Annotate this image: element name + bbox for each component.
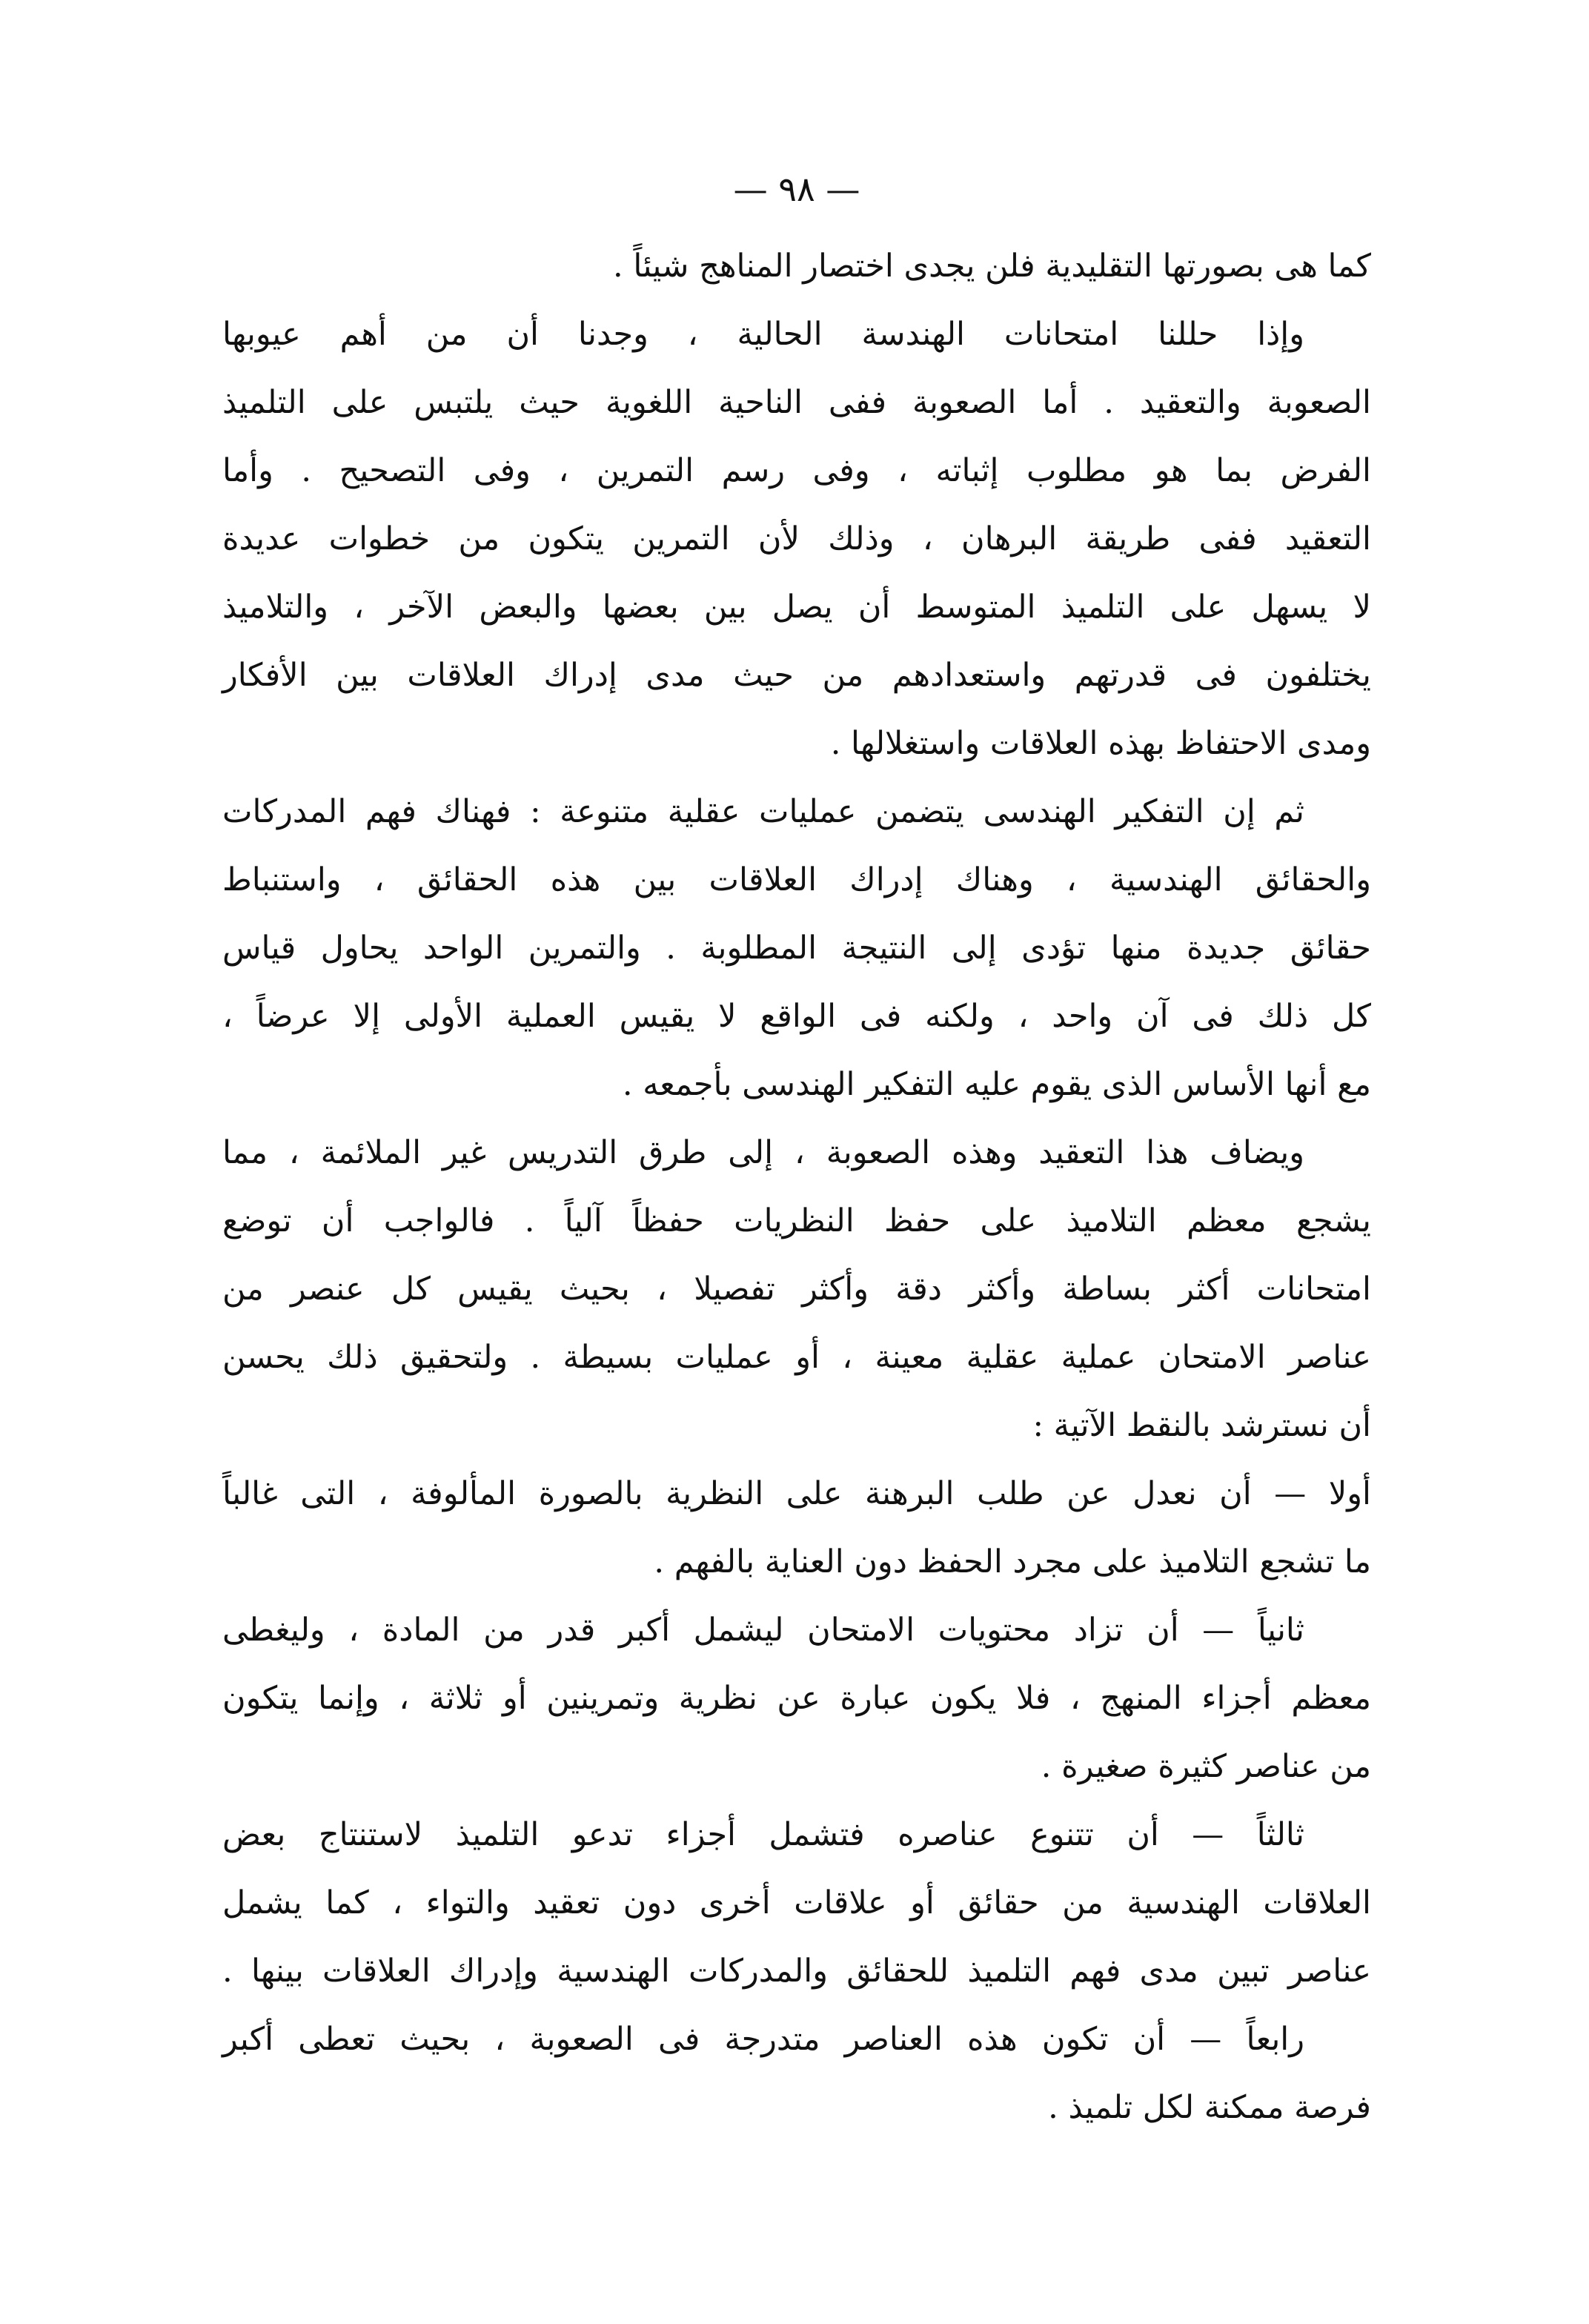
text-line: الصعوبة والتعقيد . أما الصعوبة ففى الناحية اللغوية حيث يلتبس على التلميذ xyxy=(222,384,1371,421)
text-line: أن نسترشد بالنقط الآتية : xyxy=(1032,1407,1371,1444)
text-line: ثانياً — أن تزاد محتويات الامتحان ليشمل أكبر قدر من المادة ، وليغطى xyxy=(222,1612,1304,1649)
text-line: معظم أجزاء المنهج ، فلا يكون عبارة عن نظرية وتمرينين أو ثلاثة ، وإنما يتكون xyxy=(222,1680,1371,1717)
text-line: يشجع معظم التلاميذ على حفظ النظريات حفظاً آلياً . فالواجب أن توضع xyxy=(222,1202,1371,1239)
text-line: مع أنها الأساس الذى يقوم عليه التفكير الهندسى بأجمعه . xyxy=(622,1066,1371,1103)
text-line: كل ذلك فى آن واحد ، ولكنه فى الواقع لا يقيس العملية الأولى إلا عرضاً ، xyxy=(222,998,1371,1035)
page-number: — ٩٨ — xyxy=(733,169,860,209)
text-line: ثم إن التفكير الهندسى يتضمن عمليات عقلية متنوعة : فهناك فهم المدركات xyxy=(222,793,1304,830)
text-line: ما تشجع التلاميذ على مجرد الحفظ دون العناية بالفهم . xyxy=(654,1543,1371,1580)
text-line: رابعاً — أن تكون هذه العناصر متدرجة فى الصعوبة ، بحيث تعطى أكبر xyxy=(222,2021,1304,2058)
text-line: ويضاف هذا التعقيد وهذه الصعوبة ، إلى طرق التدريس غير الملائمة ، مما xyxy=(222,1134,1304,1171)
text-line: فرصة ممكنة لكل تلميذ . xyxy=(1048,2089,1371,2126)
text-line: التعقيد ففى طريقة البرهان ، وذلك لأن التمرين يتكون من خطوات عديدة xyxy=(222,520,1371,557)
book-page xyxy=(222,167,1371,2168)
text-line: ومدى الاحتفاظ بهذه العلاقات واستغلالها . xyxy=(830,725,1371,762)
text-line: والحقائق الهندسية ، وهناك إدراك العلاقات بين هذه الحقائق ، واستنباط xyxy=(222,861,1371,898)
text-line: عناصر الامتحان عملية عقلية معينة ، أو عمليات بسيطة . ولتحقيق ذلك يحسن xyxy=(222,1339,1371,1376)
text-line: أولا — أن نعدل عن طلب البرهنة على النظرية بالصورة المألوفة ، التى غالباً xyxy=(222,1475,1371,1512)
text-line: الفرض بما هو مطلوب إثباته ، وفى رسم التمرين ، وفى التصحيح . وأما xyxy=(222,452,1371,489)
text-line: كما هى بصورتها التقليدية فلن يجدى اختصار المناهج شيئاً . xyxy=(613,248,1371,285)
text-line: حقائق جديدة منها تؤدى إلى النتيجة المطلوبة . والتمرين الواحد يحاول قياس xyxy=(222,930,1371,967)
text-line: يختلفون فى قدرتهم واستعدادهم من حيث مدى إدراك العلاقات بين الأفكار xyxy=(222,657,1371,694)
text-line: لا يسهل على التلميذ المتوسط أن يصل بين بعضها والبعض الآخر ، والتلاميذ xyxy=(222,589,1371,626)
text-line: العلاقات الهندسية من حقائق أو علاقات أخرى دون تعقيد والتواء ، كما يشمل xyxy=(222,1884,1371,1921)
text-line: عناصر تبين مدى فهم التلميذ للحقائق والمدركات الهندسية وإدراك العلاقات بينها . xyxy=(222,1953,1371,1990)
text-line: من عناصر كثيرة صغيرة . xyxy=(1041,1748,1371,1785)
text-line: ثالثاً — أن تتنوع عناصره فتشمل أجزاء تدعو التلميذ لاستنتاج بعض xyxy=(222,1816,1304,1853)
text-line: وإذا حللنا امتحانات الهندسة الحالية ، وجدنا أن من أهم عيوبها xyxy=(222,316,1304,353)
text-line: امتحانات أكثر بساطة وأكثر دقة وأكثر تفصيلا ، بحيث يقيس كل عنصر من xyxy=(222,1271,1371,1308)
